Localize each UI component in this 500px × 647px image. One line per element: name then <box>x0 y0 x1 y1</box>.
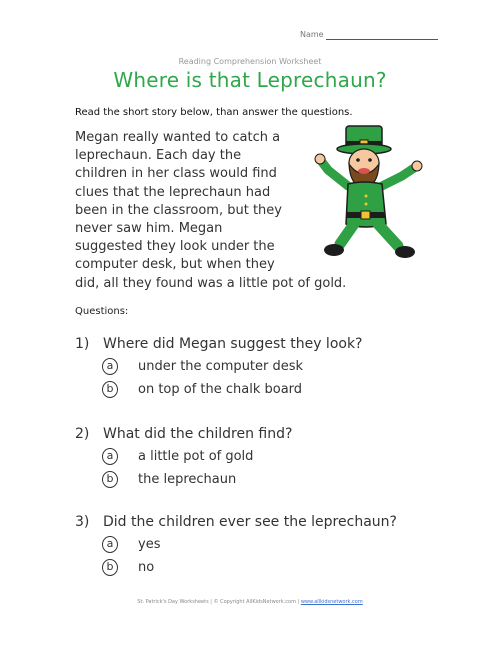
story-line: never saw him. Megan <box>75 220 223 236</box>
answer-option[interactable] <box>75 468 455 491</box>
worksheet-title: Where is that Leprechaun? <box>113 68 387 92</box>
answer-bubble[interactable]: b <box>102 381 118 398</box>
answer-bubble[interactable]: b <box>102 471 118 488</box>
footer-text: St. Patrick's Day Worksheets | © Copyright AllKidsNetwork.com | <box>137 599 300 605</box>
answer-bubble[interactable]: b <box>102 559 118 576</box>
story-line: did, all they found was a little pot of gold. <box>75 275 347 291</box>
worksheet-subtitle: Reading Comprehension Worksheet <box>178 57 322 66</box>
answer-option[interactable] <box>75 355 455 378</box>
questions-heading: Questions: <box>75 306 129 317</box>
answer-option[interactable] <box>75 556 455 579</box>
question-text <box>75 423 455 445</box>
story-line: suggested they look under the <box>75 239 275 255</box>
answer-text: on top of the chalk board <box>138 382 303 397</box>
question-prompt: What did the children find? <box>103 426 293 442</box>
question-prompt: Where did Megan suggest they look? <box>103 336 363 352</box>
instructions: Read the short story below, than answer the questions. <box>75 107 353 118</box>
answer-option[interactable] <box>75 445 455 468</box>
name-label: Name <box>300 30 324 39</box>
answer-bubble[interactable]: a <box>102 358 118 375</box>
question-1 <box>75 333 455 401</box>
story-line: been in the classroom, but they <box>75 202 282 218</box>
story-line: computer desk, but when they <box>75 257 275 273</box>
leprechaun-icon <box>310 124 430 264</box>
question-text <box>75 511 455 533</box>
story-line: leprechaun. Each day the <box>75 148 242 164</box>
answer-text: yes <box>138 537 161 552</box>
story-line: children in her class would find <box>75 166 277 182</box>
story-line: Megan really wanted to catch a <box>75 130 281 145</box>
name-underline[interactable] <box>326 39 438 40</box>
question-number: 1) <box>75 336 90 352</box>
question-3 <box>75 511 455 579</box>
answer-text: no <box>138 560 155 575</box>
answer-text: under the computer desk <box>138 359 304 374</box>
answer-text: the leprechaun <box>138 472 237 487</box>
footer-link[interactable]: www.allkidsnetwork.com <box>300 599 363 605</box>
answer-option[interactable] <box>75 378 455 401</box>
story-line: clues that the leprechaun had <box>75 184 271 200</box>
question-2 <box>75 423 455 491</box>
footer <box>0 599 500 605</box>
answer-text: a little pot of gold <box>138 449 254 464</box>
question-number: 2) <box>75 426 90 442</box>
question-number: 3) <box>75 514 90 530</box>
question-text <box>75 333 455 355</box>
answer-option[interactable] <box>75 533 455 556</box>
question-prompt: Did the children ever see the leprechaun? <box>103 514 397 530</box>
answer-bubble[interactable]: a <box>102 448 118 465</box>
name-field[interactable] <box>300 30 440 39</box>
answer-bubble[interactable]: a <box>102 536 118 553</box>
